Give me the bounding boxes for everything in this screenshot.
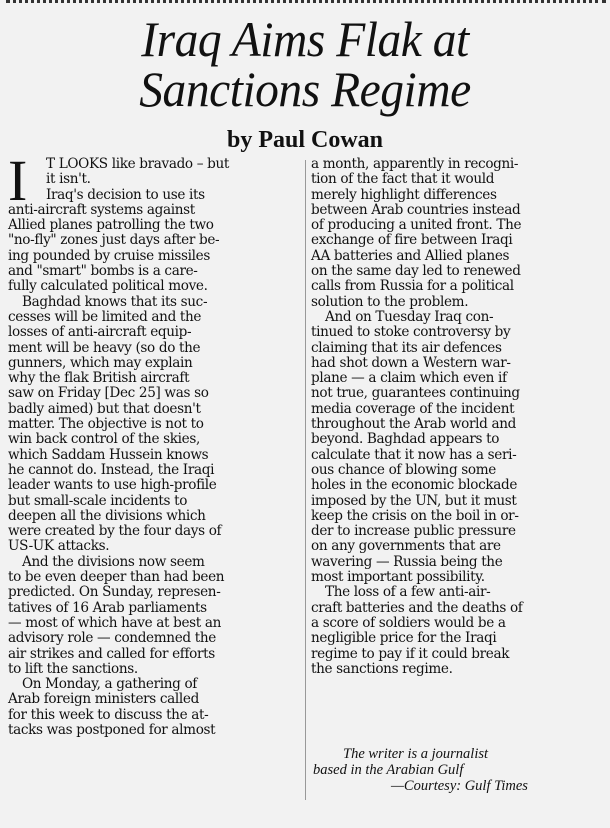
credit-line-2: based in the Arabian Gulf: [313, 762, 464, 778]
text-line: throughout the Arab world and: [311, 416, 516, 433]
text-line: AA batteries and Allied planes: [311, 247, 510, 264]
text-line: wavering — Russia being the: [311, 553, 503, 570]
text-line: regime to pay if it could break: [311, 645, 510, 662]
text-line: T LOOKS like bravado – but: [46, 156, 230, 172]
top-dotted-border: [6, 0, 606, 11]
text-line: but small-scale incidents to: [8, 492, 188, 509]
text-line: leader wants to use high-profile: [8, 477, 217, 494]
text-line: keep the crisis on the boil in or-: [311, 507, 519, 524]
text-line: holes in the economic blockade: [311, 477, 518, 494]
text-line: tatives of 16 Arab parliaments: [8, 599, 207, 616]
headline: [15, 11, 595, 117]
text-line: deepen all the divisions which: [8, 507, 206, 524]
text-line: predicted. On Sunday, represen-: [8, 584, 221, 601]
text-line: tion of the fact that it would: [311, 171, 495, 188]
text-line: had shot down a Western war-: [311, 354, 511, 371]
byline: by Paul Cowan: [226, 127, 384, 153]
text-line: negligible price for the Iraqi: [311, 630, 497, 647]
headline-line-1: Iraq Aims Flak at: [141, 11, 469, 67]
text-line: the sanctions regime.: [311, 660, 453, 677]
text-line: ous chance of blowing some: [311, 461, 496, 478]
text-line: air strikes and called for efforts: [8, 645, 215, 662]
text-line: losses of anti-aircraft equip-: [8, 324, 192, 341]
text-line: — most of which have at best an: [8, 614, 222, 631]
text-line: badly aimed) but that doesn't: [8, 400, 201, 417]
text-line: tinued to stoke controversy by: [311, 324, 511, 341]
text-line: most important possibility.: [311, 569, 485, 586]
text-line: of producing a united front. The: [311, 217, 522, 234]
text-line: The loss of a few anti-air-: [325, 584, 491, 601]
credit-line-1: The writer is a journalist: [343, 746, 489, 762]
text-line: Arab foreign ministers called: [8, 691, 199, 708]
text-line: he cannot do. Instead, the Iraqi: [8, 461, 215, 478]
text-line: gunners, which may explain: [8, 354, 193, 371]
text-line: claiming that its air defences: [311, 339, 502, 356]
text-line: cesses will be limited and the: [8, 308, 202, 325]
text-line: ment will be heavy (so do the: [8, 339, 201, 356]
text-line: Baghdad knows that its suc-: [22, 293, 208, 310]
author-credit: [311, 746, 603, 794]
text-line: fully calculated political move.: [8, 278, 208, 295]
drop-cap: I: [8, 148, 28, 213]
text-line: "no-fly" zones just days after be-: [8, 232, 220, 249]
text-line: ing pounded by cruise missiles: [8, 247, 210, 264]
headline-line-2: Sanctions Regime: [139, 61, 471, 117]
text-line: to be even deeper than had been: [8, 569, 225, 586]
text-line: US-UK attacks.: [8, 538, 110, 555]
text-line: On Monday, a gathering of: [22, 676, 197, 693]
text-line: media coverage of the incident: [311, 400, 515, 417]
text-line: on any governments that are: [311, 538, 501, 555]
text-line: for this week to discuss the at-: [8, 706, 209, 723]
text-line: win back control of the skies,: [8, 431, 200, 448]
text-line: calculate that it now has a seri-: [311, 446, 517, 463]
text-line: a score of soldiers would be a: [311, 614, 506, 631]
text-line: calls from Russia for a political: [311, 278, 514, 295]
text-line: tacks was postponed for almost: [8, 721, 216, 738]
text-line: a month, apparently in recogni-: [311, 156, 519, 172]
text-line: merely highlight differences: [311, 186, 497, 203]
text-line: which Saddam Hussein knows: [8, 446, 209, 463]
text-line: matter. The objective is not to: [8, 416, 204, 433]
text-line: and "smart" bombs is a care-: [8, 263, 198, 280]
text-line: craft batteries and the deaths of: [311, 599, 523, 616]
text-line: solution to the problem.: [311, 293, 469, 310]
text-line: were created by the four days of: [8, 523, 222, 540]
text-line: saw on Friday [Dec 25] was so: [8, 385, 209, 402]
column-divider: [305, 160, 306, 800]
text-line: to lift the sanctions.: [8, 660, 138, 677]
text-line: not true, guarantees continuing: [311, 385, 520, 402]
text-line: Iraq's decision to use its: [46, 186, 205, 203]
text-line: Allied planes patrolling the two: [8, 217, 214, 234]
article-column-right: [311, 157, 603, 677]
text-line: beyond. Baghdad appears to: [311, 431, 500, 448]
text-line: between Arab countries instead: [311, 201, 521, 218]
text-line: exchange of fire between Iraqi: [311, 232, 513, 249]
text-line: on the same day led to renewed: [311, 263, 521, 280]
text-line: why the flak British aircraft: [8, 370, 190, 387]
text-line: And the divisions now seem: [22, 553, 205, 570]
text-line: der to increase public pressure: [311, 523, 516, 540]
credit-line-3: —Courtesy: Gulf Times: [391, 778, 528, 794]
text-line: anti-aircraft systems against: [8, 201, 195, 218]
text-line: plane — a claim which even if: [311, 370, 507, 387]
text-line: And on Tuesday Iraq con-: [325, 308, 494, 325]
text-line: imposed by the UN, but it must: [311, 492, 517, 509]
text-line: advisory role — condemned the: [8, 630, 216, 647]
article-column-left: [8, 148, 300, 738]
text-line: it isn't.: [46, 171, 91, 188]
